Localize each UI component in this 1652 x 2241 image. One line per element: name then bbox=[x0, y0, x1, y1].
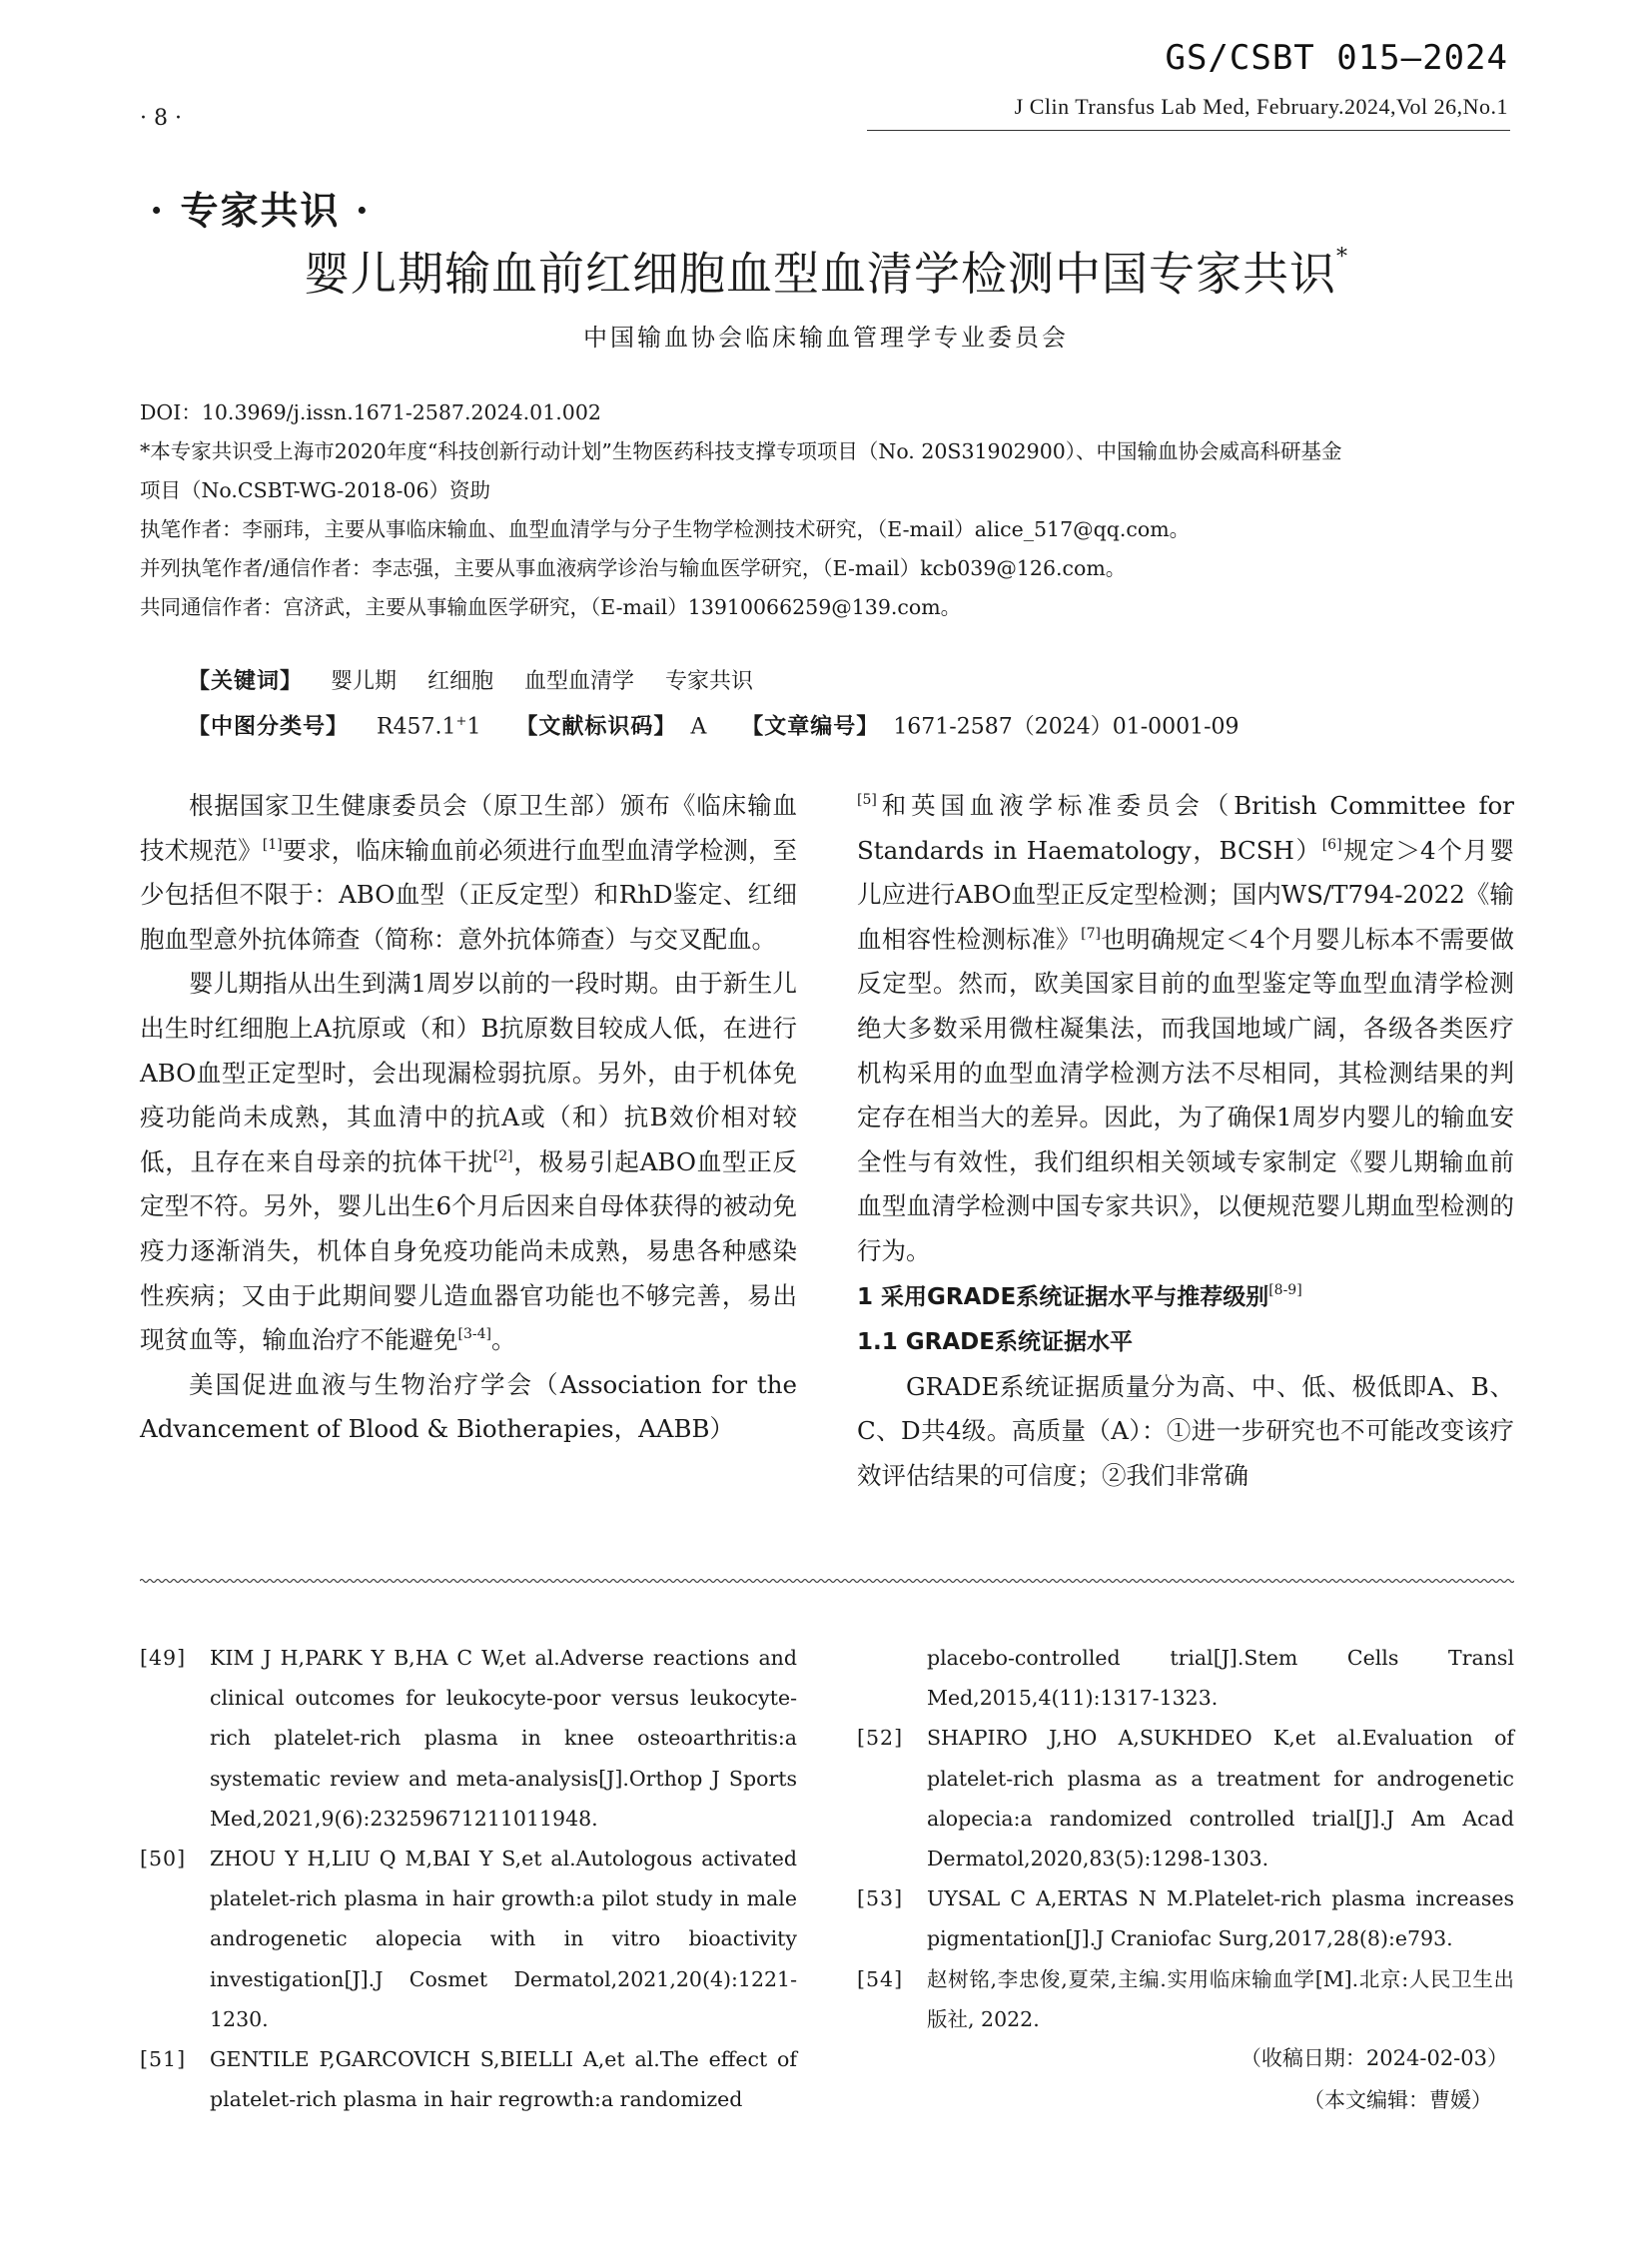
writer-info: 执笔作者：李丽玮，主要从事临床输血、血型血清学与分子生物学检测技术研究，（E-mail）alice_517@qq.com。 bbox=[140, 517, 1191, 541]
received-date: （收稿日期：2024-02-03） bbox=[1239, 2046, 1508, 2070]
doi: DOI：10.3969/j.issn.1671-2587.2024.01.002 bbox=[140, 400, 601, 424]
keyword: 血型血清学 bbox=[524, 669, 635, 694]
doc-code-value: A bbox=[690, 714, 707, 740]
funding-line-2: 项目（No.CSBT-WG-2018-06）资助 bbox=[140, 478, 491, 502]
reference-item: [52] SHAPIRO J,HO A,SUKHDEO K,et al.Evaluation of platelet-rich plasma as a treatment for androgenetic alopecia:a randomized controlled trial[J].J Am Acad Dermatol,2020,83(5):1298-1303. bbox=[857, 1726, 1514, 1871]
reference-continued: placebo-controlled trial[J].Stem Cells Transl Med,2015,4(11):1317-1323. bbox=[927, 1646, 1514, 1711]
paragraph: [5]和英国血液学标准委员会（British Committee for Standards in Haematology，BCSH）[6]规定＞4个月婴儿应进行ABO血型正反定型检测；国内WS/T794-2022《输血相容性检测标准》[7]也明确规定＜4个月婴儿标本不需要做反定型。然而，欧美国家目前的血型鉴定等血型血清学检测绝大多数采用微柱凝集法，而我国地域广阔，各级各类医疗机构采用的血型血清学检测方法不尽相同，其检测结果的判定存在相当大的差异。因此，为了确保1周岁内婴儿的输血安全性与有效性，我们组织相关领域专家制定《婴儿期输血前血型血清学检测中国专家共识》，以便规范婴儿期血型检测的行为。 bbox=[857, 791, 1514, 1265]
journal-citation: J Clin Transfus Lab Med, February.2024,Vol 26,No.1 bbox=[1014, 94, 1508, 119]
keywords-label: 【关键词】 bbox=[188, 668, 304, 694]
reference-item: [53] UYSAL C A,ERTAS N M.Platelet-rich plasma increases pigmentation[J].J Craniofac Surg,2017,28(8):e793. bbox=[857, 1886, 1514, 1951]
reference-item: [54] 赵树铭,李忠俊,夏荣,主编.实用临床输血学[M].北京:人民卫生出版社, 2022. bbox=[857, 1966, 1514, 2031]
page-number: · 8 · bbox=[140, 106, 182, 131]
clc-sup: + bbox=[455, 714, 467, 729]
article-no-value: 1671-2587（2024）01-0001-09 bbox=[893, 714, 1239, 740]
keywords-block bbox=[188, 661, 1239, 747]
keyword: 红细胞 bbox=[427, 669, 494, 694]
article-no-label: 【文章编号】 bbox=[741, 713, 880, 740]
clc-tail: 1 bbox=[466, 714, 481, 740]
body-column-left bbox=[140, 784, 797, 1452]
co-corresponding-info: 共同通信作者：宫济武，主要从事输血医学研究，（E-mail）13910066259@139.com。 bbox=[140, 595, 962, 619]
article-meta bbox=[140, 393, 1513, 627]
paragraph: GRADE系统证据质量分为高、中、低、极低即A、B、C、D共4级。高质量（A）：①进一步研究也不可能改变该疗效评估结果的可信度；②我们非常确 bbox=[857, 1371, 1514, 1490]
standard-number: GS/CSBT 015—2024 bbox=[1165, 38, 1508, 78]
keyword: 婴儿期 bbox=[331, 669, 398, 694]
section-heading-1: 1 采用GRADE系统证据水平与推荐级别[8-9] bbox=[857, 1281, 1302, 1310]
classification-line bbox=[188, 702, 1239, 747]
body-column-right bbox=[857, 784, 1514, 1499]
paragraph: 婴儿期指从出生到满1周岁以前的一段时期。由于新生儿出生时红细胞上A抗原或（和）B抗原数目较成人低，在进行ABO血型正定型时，会出现漏检弱抗原。另外，由于机体免疫功能尚未成熟，其血清中的抗A或（和）抗B效价相对较低，且存在来自母亲的抗体干扰[2]，极易引起ABO血型正反定型不符。另外，婴儿出生6个月后因来自母体获得的被动免疫力逐渐消失，机体自身免疫功能尚未成熟，易患各种感染性疾病；又由于此期间婴儿造血器官功能也不够完善，易出现贫血等，输血治疗不能避免[3-4]。 bbox=[140, 969, 797, 1355]
references-right bbox=[857, 1638, 1514, 2039]
wavy-divider bbox=[140, 1576, 1514, 1586]
paragraph: 根据国家卫生健康委员会（原卫生部）颁布《临床输血技术规范》[1]要求，临床输血前必须进行血型血清学检测，至少包括但不限于：ABO血型（正反定型）和RhD鉴定、红细胞血型意外抗体筛查（简称：意外抗体筛查）与交叉配血。 bbox=[140, 791, 798, 954]
title-footnote-mark: * bbox=[1336, 245, 1348, 270]
editor-note: （本文编辑：曹媛） bbox=[1303, 2088, 1492, 2112]
section-label: · 专家共识 · bbox=[150, 188, 371, 233]
section-heading-1-1: 1.1 GRADE系统证据水平 bbox=[857, 1329, 1133, 1356]
article-title: 婴儿期输血前红细胞血型血清学检测中国专家共识* bbox=[304, 245, 1348, 301]
doc-code-label: 【文献标识码】 bbox=[515, 713, 677, 740]
keyword: 专家共识 bbox=[665, 669, 754, 694]
co-writer-info: 并列执笔作者/通信作者：李志强，主要从事血液病学诊治与输血医学研究，（E-mail）kcb039@126.com。 bbox=[140, 556, 1127, 580]
references-left bbox=[140, 1638, 797, 2119]
funding-line-1: *本专家共识受上海市2020年度“科技创新行动计划”生物医药科技支撑专项项目（No. 20S31902900）、中国输血协会威高科研基金 bbox=[140, 439, 1342, 463]
header-rule bbox=[867, 130, 1510, 131]
keywords-line bbox=[188, 661, 1239, 702]
clc-value: R457.1 bbox=[377, 714, 456, 740]
clc-label: 【中图分类号】 bbox=[188, 713, 350, 740]
reference-item: [49] KIM J H,PARK Y B,HA C W,et al.Adverse reactions and clinical outcomes for leukocyte-poor versus leukocyte-rich platelet-rich plasma in knee osteoarthritis:a systematic review and meta-analysis[J].Orthop J Sports Med,2021,9(6):23259671211011948. bbox=[140, 1646, 797, 1831]
reference-item: [51] GENTILE P,GARCOVICH S,BIELLI A,et al.The effect of platelet-rich plasma in hair regrowth:a randomized bbox=[140, 2047, 797, 2112]
author-org: 中国输血协会临床输血管理学专业委员会 bbox=[583, 324, 1069, 352]
reference-item: [50] ZHOU Y H,LIU Q M,BAI Y S,et al.Autologous activated platelet-rich plasma in hair growth:a pilot study in male androgenetic alopecia with in vitro bioactivity investigation[J].J Cosmet Dermatol,2021,20(4):1221-1230. bbox=[140, 1847, 797, 2031]
paragraph: 美国促进血液与生物治疗学会（Association for the Advancement of Blood & Biotherapies，AABB） bbox=[140, 1369, 797, 1444]
